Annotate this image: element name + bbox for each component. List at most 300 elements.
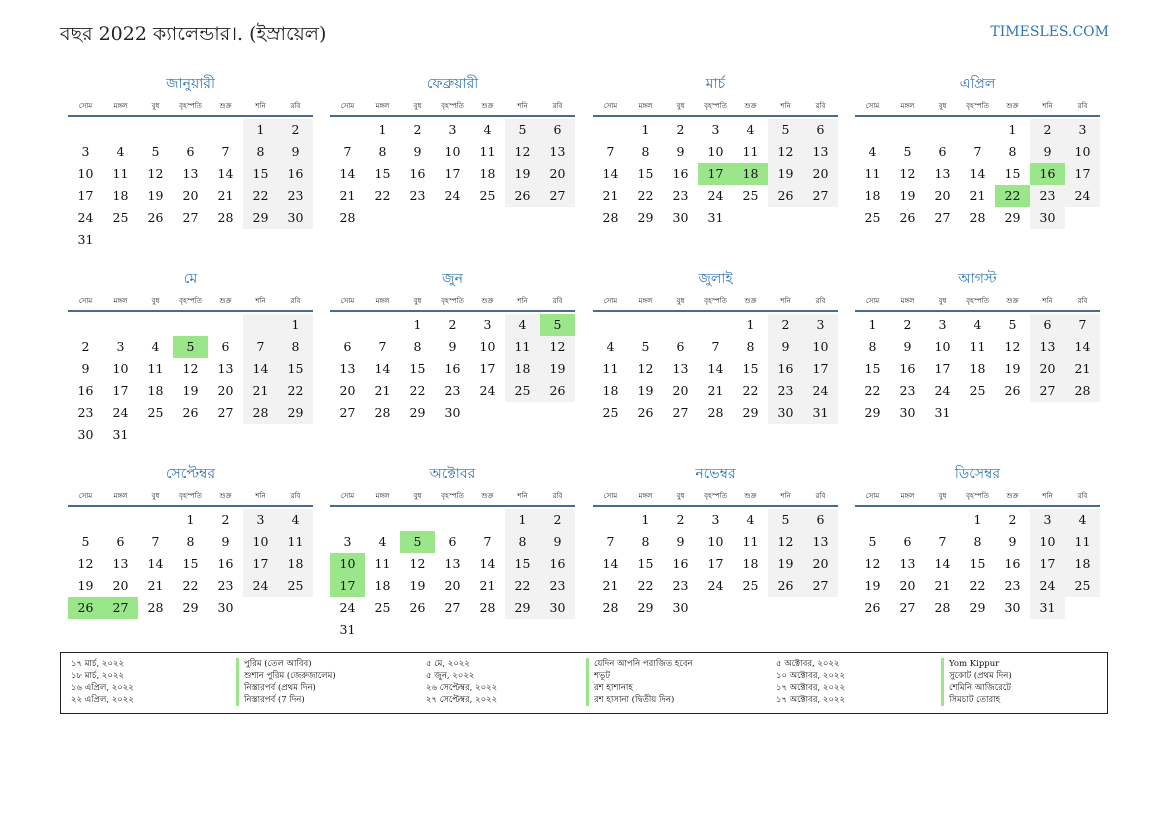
day-cell[interactable]: 10 xyxy=(330,553,365,575)
day-cell[interactable]: 21 xyxy=(934,578,951,593)
day-cell[interactable]: 10 xyxy=(803,336,838,358)
day-cell[interactable]: 12 xyxy=(409,556,426,571)
day-cell[interactable]: 3 xyxy=(448,122,457,137)
day-cell[interactable]: 10 xyxy=(1030,531,1065,553)
day-cell[interactable]: 17 xyxy=(707,556,724,571)
day-cell[interactable]: 9 xyxy=(1008,534,1017,549)
day-cell[interactable]: 6 xyxy=(938,144,947,159)
day-cell[interactable]: 15 xyxy=(243,163,278,185)
day-cell[interactable]: 15 xyxy=(1004,166,1021,181)
day-cell[interactable]: 14 xyxy=(969,166,986,181)
day-cell[interactable]: 19 xyxy=(768,163,803,185)
day-cell[interactable]: 1 xyxy=(243,119,278,141)
day-cell[interactable]: 1 xyxy=(973,512,982,527)
day-cell[interactable]: 10 xyxy=(707,144,724,159)
day-cell[interactable]: 26 xyxy=(409,600,426,615)
day-cell[interactable]: 4 xyxy=(746,122,755,137)
day-cell[interactable]: 14 xyxy=(707,361,724,376)
day-cell[interactable]: 12 xyxy=(1004,339,1021,354)
day-cell[interactable]: 27 xyxy=(672,405,689,420)
day-cell[interactable]: 12 xyxy=(147,166,164,181)
day-cell[interactable]: 12 xyxy=(505,141,540,163)
day-cell[interactable]: 15 xyxy=(864,361,881,376)
day-cell[interactable]: 12 xyxy=(637,361,654,376)
day-cell[interactable]: 29 xyxy=(637,210,654,225)
day-cell[interactable]: 10 xyxy=(77,166,94,181)
day-cell[interactable]: 10 xyxy=(707,534,724,549)
day-cell[interactable]: 24 xyxy=(934,383,951,398)
day-cell[interactable]: 16 xyxy=(278,163,313,185)
day-cell[interactable]: 24 xyxy=(112,405,129,420)
day-cell[interactable]: 5 xyxy=(768,119,803,141)
day-cell[interactable]: 1 xyxy=(1008,122,1017,137)
day-cell[interactable]: 28 xyxy=(374,405,391,420)
day-cell[interactable]: 8 xyxy=(186,534,195,549)
day-cell[interactable]: 7 xyxy=(938,534,947,549)
day-cell[interactable]: 20 xyxy=(112,578,129,593)
day-cell[interactable]: 23 xyxy=(1004,578,1021,593)
day-cell[interactable]: 2 xyxy=(768,314,803,336)
day-cell[interactable]: 16 xyxy=(1030,163,1065,185)
day-cell[interactable]: 16 xyxy=(899,361,916,376)
day-cell[interactable]: 4 xyxy=(116,144,125,159)
day-cell[interactable]: 31 xyxy=(934,405,951,420)
day-cell[interactable]: 3 xyxy=(81,144,90,159)
day-cell[interactable]: 8 xyxy=(868,339,877,354)
day-cell[interactable]: 8 xyxy=(243,141,278,163)
day-cell[interactable]: 12 xyxy=(899,166,916,181)
day-cell[interactable]: 1 xyxy=(278,314,313,336)
day-cell[interactable]: 29 xyxy=(1004,210,1021,225)
day-cell[interactable]: 26 xyxy=(68,597,103,619)
day-cell[interactable]: 2 xyxy=(278,119,313,141)
day-cell[interactable]: 29 xyxy=(864,405,881,420)
day-cell[interactable]: 27 xyxy=(217,405,234,420)
day-cell[interactable]: 4 xyxy=(606,339,615,354)
day-cell[interactable]: 30 xyxy=(444,405,461,420)
day-cell[interactable]: 28 xyxy=(602,600,619,615)
day-cell[interactable]: 20 xyxy=(672,383,689,398)
day-cell[interactable]: 7 xyxy=(221,144,230,159)
day-cell[interactable]: 21 xyxy=(479,578,496,593)
day-cell[interactable]: 25 xyxy=(278,575,313,597)
day-cell[interactable]: 15 xyxy=(969,556,986,571)
day-cell[interactable]: 28 xyxy=(969,210,986,225)
day-cell[interactable]: 16 xyxy=(540,553,575,575)
day-cell[interactable]: 27 xyxy=(899,600,916,615)
day-cell[interactable]: 5 xyxy=(173,336,208,358)
day-cell[interactable]: 22 xyxy=(969,578,986,593)
day-cell[interactable]: 20 xyxy=(1030,358,1065,380)
day-cell[interactable]: 30 xyxy=(1030,207,1065,229)
day-cell[interactable]: 9 xyxy=(676,144,685,159)
day-cell[interactable]: 24 xyxy=(77,210,94,225)
day-cell[interactable]: 17 xyxy=(934,361,951,376)
day-cell[interactable]: 9 xyxy=(81,361,90,376)
site-link[interactable]: TIMESLES.COM xyxy=(990,24,1109,40)
day-cell[interactable]: 26 xyxy=(1004,383,1021,398)
day-cell[interactable]: 12 xyxy=(77,556,94,571)
day-cell[interactable]: 2 xyxy=(676,122,685,137)
day-cell[interactable]: 14 xyxy=(479,556,496,571)
day-cell[interactable]: 7 xyxy=(1065,314,1100,336)
day-cell[interactable]: 4 xyxy=(1065,509,1100,531)
day-cell[interactable]: 30 xyxy=(672,210,689,225)
day-cell[interactable]: 8 xyxy=(278,336,313,358)
day-cell[interactable]: 27 xyxy=(339,405,356,420)
day-cell[interactable]: 18 xyxy=(505,358,540,380)
day-cell[interactable]: 24 xyxy=(803,380,838,402)
day-cell[interactable]: 7 xyxy=(151,534,160,549)
day-cell[interactable]: 23 xyxy=(444,383,461,398)
day-cell[interactable]: 29 xyxy=(409,405,426,420)
day-cell[interactable]: 6 xyxy=(343,339,352,354)
day-cell[interactable]: 15 xyxy=(637,166,654,181)
day-cell[interactable]: 4 xyxy=(378,534,387,549)
day-cell[interactable]: 14 xyxy=(934,556,951,571)
day-cell[interactable]: 14 xyxy=(147,556,164,571)
day-cell[interactable]: 31 xyxy=(112,427,129,442)
day-cell[interactable]: 6 xyxy=(676,339,685,354)
day-cell[interactable]: 3 xyxy=(343,534,352,549)
day-cell[interactable]: 17 xyxy=(803,358,838,380)
day-cell[interactable]: 6 xyxy=(1030,314,1065,336)
day-cell[interactable]: 27 xyxy=(934,210,951,225)
day-cell[interactable]: 11 xyxy=(112,166,129,181)
day-cell[interactable]: 23 xyxy=(278,185,313,207)
day-cell[interactable]: 6 xyxy=(221,339,230,354)
day-cell[interactable]: 22 xyxy=(278,380,313,402)
day-cell[interactable]: 1 xyxy=(641,122,650,137)
day-cell[interactable]: 5 xyxy=(903,144,912,159)
day-cell[interactable]: 4 xyxy=(151,339,160,354)
day-cell[interactable]: 21 xyxy=(969,188,986,203)
day-cell[interactable]: 11 xyxy=(374,556,391,571)
day-cell[interactable]: 20 xyxy=(803,553,838,575)
day-cell[interactable]: 31 xyxy=(707,210,724,225)
day-cell[interactable]: 11 xyxy=(278,531,313,553)
day-cell[interactable]: 5 xyxy=(768,509,803,531)
day-cell[interactable]: 16 xyxy=(672,556,689,571)
day-cell[interactable]: 13 xyxy=(339,361,356,376)
day-cell[interactable]: 18 xyxy=(742,556,759,571)
day-cell[interactable]: 19 xyxy=(637,383,654,398)
day-cell[interactable]: 13 xyxy=(217,361,234,376)
day-cell[interactable]: 5 xyxy=(1008,317,1017,332)
day-cell[interactable]: 25 xyxy=(479,188,496,203)
day-cell[interactable]: 22 xyxy=(243,185,278,207)
day-cell[interactable]: 19 xyxy=(899,188,916,203)
day-cell[interactable]: 20 xyxy=(339,383,356,398)
day-cell[interactable]: 6 xyxy=(448,534,457,549)
day-cell[interactable]: 13 xyxy=(1030,336,1065,358)
day-cell[interactable]: 13 xyxy=(112,556,129,571)
day-cell[interactable]: 19 xyxy=(409,578,426,593)
day-cell[interactable]: 4 xyxy=(278,509,313,531)
day-cell[interactable]: 29 xyxy=(243,207,278,229)
day-cell[interactable]: 9 xyxy=(768,336,803,358)
day-cell[interactable]: 10 xyxy=(243,531,278,553)
day-cell[interactable]: 28 xyxy=(217,210,234,225)
day-cell[interactable]: 9 xyxy=(221,534,230,549)
day-cell[interactable]: 19 xyxy=(77,578,94,593)
day-cell[interactable]: 11 xyxy=(742,534,759,549)
day-cell[interactable]: 31 xyxy=(339,622,356,637)
day-cell[interactable]: 3 xyxy=(483,317,492,332)
day-cell[interactable]: 10 xyxy=(112,361,129,376)
day-cell[interactable]: 1 xyxy=(378,122,387,137)
day-cell[interactable]: 8 xyxy=(413,339,422,354)
day-cell[interactable]: 3 xyxy=(243,509,278,531)
day-cell[interactable]: 25 xyxy=(147,405,164,420)
day-cell[interactable]: 21 xyxy=(243,380,278,402)
day-cell[interactable]: 19 xyxy=(182,383,199,398)
day-cell[interactable]: 28 xyxy=(707,405,724,420)
day-cell[interactable]: 1 xyxy=(186,512,195,527)
day-cell[interactable]: 23 xyxy=(768,380,803,402)
day-cell[interactable]: 13 xyxy=(899,556,916,571)
day-cell[interactable]: 19 xyxy=(768,553,803,575)
day-cell[interactable]: 15 xyxy=(278,358,313,380)
day-cell[interactable]: 20 xyxy=(217,383,234,398)
day-cell[interactable]: 8 xyxy=(378,144,387,159)
day-cell[interactable]: 13 xyxy=(672,361,689,376)
day-cell[interactable]: 24 xyxy=(339,600,356,615)
day-cell[interactable]: 13 xyxy=(803,531,838,553)
day-cell[interactable]: 16 xyxy=(444,361,461,376)
day-cell[interactable]: 10 xyxy=(1065,141,1100,163)
day-cell[interactable]: 9 xyxy=(413,144,422,159)
day-cell[interactable]: 19 xyxy=(147,188,164,203)
day-cell[interactable]: 20 xyxy=(540,163,575,185)
day-cell[interactable]: 3 xyxy=(711,122,720,137)
day-cell[interactable]: 9 xyxy=(676,534,685,549)
day-cell[interactable]: 15 xyxy=(409,361,426,376)
day-cell[interactable]: 4 xyxy=(973,317,982,332)
day-cell[interactable]: 20 xyxy=(803,163,838,185)
day-cell[interactable]: 3 xyxy=(1065,119,1100,141)
day-cell[interactable]: 14 xyxy=(339,166,356,181)
day-cell[interactable]: 28 xyxy=(479,600,496,615)
day-cell[interactable]: 26 xyxy=(768,185,803,207)
day-cell[interactable]: 17 xyxy=(698,163,733,185)
day-cell[interactable]: 19 xyxy=(1004,361,1021,376)
day-cell[interactable]: 2 xyxy=(221,512,230,527)
day-cell[interactable]: 26 xyxy=(768,575,803,597)
day-cell[interactable]: 29 xyxy=(278,402,313,424)
day-cell[interactable]: 23 xyxy=(899,383,916,398)
day-cell[interactable]: 11 xyxy=(864,166,881,181)
day-cell[interactable]: 28 xyxy=(147,600,164,615)
day-cell[interactable]: 26 xyxy=(540,380,575,402)
day-cell[interactable]: 4 xyxy=(868,144,877,159)
day-cell[interactable]: 12 xyxy=(768,531,803,553)
day-cell[interactable]: 21 xyxy=(217,188,234,203)
day-cell[interactable]: 24 xyxy=(444,188,461,203)
day-cell[interactable]: 3 xyxy=(1030,509,1065,531)
day-cell[interactable]: 11 xyxy=(969,339,986,354)
day-cell[interactable]: 10 xyxy=(934,339,951,354)
day-cell[interactable]: 7 xyxy=(343,144,352,159)
day-cell[interactable]: 16 xyxy=(672,166,689,181)
day-cell[interactable]: 16 xyxy=(77,383,94,398)
day-cell[interactable]: 18 xyxy=(278,553,313,575)
day-cell[interactable]: 24 xyxy=(707,578,724,593)
day-cell[interactable]: 17 xyxy=(243,553,278,575)
day-cell[interactable]: 14 xyxy=(374,361,391,376)
day-cell[interactable]: 25 xyxy=(374,600,391,615)
day-cell[interactable]: 12 xyxy=(864,556,881,571)
day-cell[interactable]: 2 xyxy=(1030,119,1065,141)
day-cell[interactable]: 27 xyxy=(182,210,199,225)
day-cell[interactable]: 23 xyxy=(77,405,94,420)
day-cell[interactable]: 28 xyxy=(602,210,619,225)
day-cell[interactable]: 26 xyxy=(864,600,881,615)
day-cell[interactable]: 15 xyxy=(182,556,199,571)
day-cell[interactable]: 1 xyxy=(641,512,650,527)
day-cell[interactable]: 15 xyxy=(374,166,391,181)
day-cell[interactable]: 3 xyxy=(938,317,947,332)
day-cell[interactable]: 7 xyxy=(378,339,387,354)
day-cell[interactable]: 1 xyxy=(505,509,540,531)
day-cell[interactable]: 3 xyxy=(116,339,125,354)
day-cell[interactable]: 18 xyxy=(1065,553,1100,575)
day-cell[interactable]: 17 xyxy=(330,575,365,597)
day-cell[interactable]: 24 xyxy=(707,188,724,203)
day-cell[interactable]: 13 xyxy=(540,141,575,163)
day-cell[interactable]: 11 xyxy=(479,144,496,159)
day-cell[interactable]: 28 xyxy=(243,402,278,424)
day-cell[interactable]: 12 xyxy=(182,361,199,376)
day-cell[interactable]: 27 xyxy=(540,185,575,207)
day-cell[interactable]: 26 xyxy=(147,210,164,225)
day-cell[interactable]: 31 xyxy=(77,232,94,247)
day-cell[interactable]: 2 xyxy=(81,339,90,354)
day-cell[interactable]: 29 xyxy=(182,600,199,615)
day-cell[interactable]: 15 xyxy=(742,361,759,376)
day-cell[interactable]: 5 xyxy=(400,531,435,553)
day-cell[interactable]: 30 xyxy=(77,427,94,442)
day-cell[interactable]: 21 xyxy=(1065,358,1100,380)
day-cell[interactable]: 30 xyxy=(899,405,916,420)
day-cell[interactable]: 6 xyxy=(803,509,838,531)
day-cell[interactable]: 28 xyxy=(339,210,356,225)
day-cell[interactable]: 8 xyxy=(973,534,982,549)
day-cell[interactable]: 15 xyxy=(505,553,540,575)
day-cell[interactable]: 24 xyxy=(243,575,278,597)
day-cell[interactable]: 11 xyxy=(602,361,619,376)
day-cell[interactable]: 12 xyxy=(768,141,803,163)
day-cell[interactable]: 6 xyxy=(803,119,838,141)
day-cell[interactable]: 19 xyxy=(864,578,881,593)
day-cell[interactable]: 10 xyxy=(479,339,496,354)
day-cell[interactable]: 25 xyxy=(1065,575,1100,597)
day-cell[interactable]: 22 xyxy=(864,383,881,398)
day-cell[interactable]: 5 xyxy=(540,314,575,336)
day-cell[interactable]: 2 xyxy=(448,317,457,332)
day-cell[interactable]: 18 xyxy=(733,163,768,185)
day-cell[interactable]: 5 xyxy=(868,534,877,549)
day-cell[interactable]: 1 xyxy=(746,317,755,332)
day-cell[interactable]: 6 xyxy=(540,119,575,141)
day-cell[interactable]: 24 xyxy=(1065,185,1100,207)
day-cell[interactable]: 21 xyxy=(707,383,724,398)
day-cell[interactable]: 27 xyxy=(803,575,838,597)
day-cell[interactable]: 6 xyxy=(186,144,195,159)
day-cell[interactable]: 6 xyxy=(116,534,125,549)
day-cell[interactable]: 15 xyxy=(637,556,654,571)
day-cell[interactable]: 28 xyxy=(1065,380,1100,402)
day-cell[interactable]: 5 xyxy=(81,534,90,549)
day-cell[interactable]: 9 xyxy=(278,141,313,163)
day-cell[interactable]: 7 xyxy=(483,534,492,549)
day-cell[interactable]: 18 xyxy=(374,578,391,593)
day-cell[interactable]: 13 xyxy=(182,166,199,181)
day-cell[interactable]: 31 xyxy=(1030,597,1065,619)
day-cell[interactable]: 22 xyxy=(409,383,426,398)
day-cell[interactable]: 23 xyxy=(217,578,234,593)
day-cell[interactable]: 17 xyxy=(1065,163,1100,185)
day-cell[interactable]: 21 xyxy=(602,578,619,593)
day-cell[interactable]: 4 xyxy=(505,314,540,336)
day-cell[interactable]: 21 xyxy=(339,188,356,203)
day-cell[interactable]: 25 xyxy=(602,405,619,420)
day-cell[interactable]: 30 xyxy=(217,600,234,615)
day-cell[interactable]: 8 xyxy=(641,144,650,159)
day-cell[interactable]: 22 xyxy=(505,575,540,597)
day-cell[interactable]: 5 xyxy=(151,144,160,159)
day-cell[interactable]: 23 xyxy=(672,578,689,593)
day-cell[interactable]: 7 xyxy=(606,144,615,159)
day-cell[interactable]: 18 xyxy=(112,188,129,203)
day-cell[interactable]: 17 xyxy=(77,188,94,203)
day-cell[interactable]: 2 xyxy=(540,509,575,531)
day-cell[interactable]: 26 xyxy=(899,210,916,225)
day-cell[interactable]: 9 xyxy=(448,339,457,354)
day-cell[interactable]: 30 xyxy=(540,597,575,619)
day-cell[interactable]: 11 xyxy=(1065,531,1100,553)
day-cell[interactable]: 23 xyxy=(409,188,426,203)
day-cell[interactable]: 7 xyxy=(606,534,615,549)
day-cell[interactable]: 11 xyxy=(742,144,759,159)
day-cell[interactable]: 22 xyxy=(995,185,1030,207)
day-cell[interactable]: 14 xyxy=(1065,336,1100,358)
day-cell[interactable]: 20 xyxy=(444,578,461,593)
day-cell[interactable]: 23 xyxy=(540,575,575,597)
day-cell[interactable]: 27 xyxy=(1030,380,1065,402)
day-cell[interactable]: 24 xyxy=(479,383,496,398)
day-cell[interactable]: 7 xyxy=(243,336,278,358)
day-cell[interactable]: 22 xyxy=(742,383,759,398)
day-cell[interactable]: 5 xyxy=(505,119,540,141)
day-cell[interactable]: 16 xyxy=(1004,556,1021,571)
day-cell[interactable]: 20 xyxy=(899,578,916,593)
day-cell[interactable]: 8 xyxy=(746,339,755,354)
day-cell[interactable]: 30 xyxy=(768,402,803,424)
day-cell[interactable]: 22 xyxy=(182,578,199,593)
day-cell[interactable]: 20 xyxy=(182,188,199,203)
day-cell[interactable]: 21 xyxy=(147,578,164,593)
day-cell[interactable]: 19 xyxy=(540,358,575,380)
day-cell[interactable]: 25 xyxy=(864,210,881,225)
day-cell[interactable]: 29 xyxy=(637,600,654,615)
day-cell[interactable]: 3 xyxy=(803,314,838,336)
day-cell[interactable]: 19 xyxy=(505,163,540,185)
day-cell[interactable]: 1 xyxy=(868,317,877,332)
day-cell[interactable]: 25 xyxy=(742,578,759,593)
day-cell[interactable]: 26 xyxy=(505,185,540,207)
day-cell[interactable]: 29 xyxy=(505,597,540,619)
